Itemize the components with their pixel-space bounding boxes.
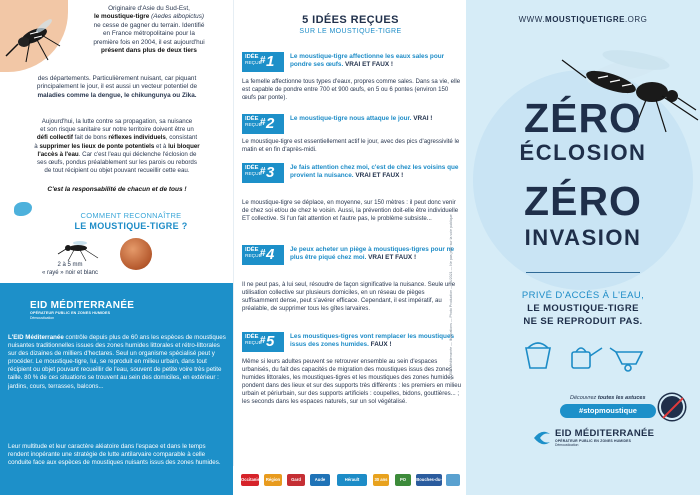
body-span: fait de bons — [72, 134, 109, 142]
mosquito-photo — [0, 0, 68, 72]
website-url[interactable] — [466, 15, 700, 24]
tips-prefix: Découvrez — [570, 395, 598, 401]
color-value: « rayé » noir et blanc — [41, 269, 99, 276]
answer-text: FAUX ! — [370, 341, 392, 348]
tips-bold: toutes les astuces — [597, 395, 646, 401]
idea-5 — [242, 332, 462, 460]
bucket-icon — [526, 343, 550, 368]
recognize-title: COMMENT RECONNAÎTRE — [80, 211, 182, 220]
eid-text1: contrôle depuis plus de 60 ans les espèces de moustiques nuisantes traditionnelles issues des zones humides littorales et rétro-littorales sur des dizaines de milliers d'hectares. Seul un organisme spécialisé peut y procéder. Le moustique-tigre, lui, se reproduit en milieu urbain, dans tout récipient ou objet pouvant recueillir de l'eau, souvent de petite voire très petite taille. 80 % de ces situations se trouvent au sein des domiciles, en extérieur : jardins, cours, terrasses, balcons... — [8, 334, 226, 390]
idea-badge — [242, 52, 284, 72]
question-text: Les moustiques-tigres vont remplacer les moustiques issus des zones humides. — [290, 333, 455, 348]
answer-text: VRAI ET FAUX ! — [345, 61, 393, 68]
intro-line — [8, 92, 226, 100]
intro-line: ne cesse de gagner du terrain. Identifié — [93, 21, 205, 29]
eid-tagline: OPÉRATEUR PUBLIC EN ZONES HUMIDES — [30, 311, 111, 315]
idea-question — [290, 246, 462, 262]
question-text: Je fais attention chez moi, c'est de chez les voisins que provient la nuisance. — [290, 164, 459, 179]
idea-3 — [242, 163, 462, 241]
badge-hash: # — [260, 335, 266, 346]
badge-word1: IDÉE — [245, 165, 259, 171]
badge-number: 2 — [266, 115, 275, 132]
badge-word2: REÇUE — [245, 61, 262, 66]
container-icons — [520, 340, 650, 372]
eid-name-right: EID MÉDITERRANÉE — [555, 428, 655, 439]
intro-line — [74, 13, 224, 21]
body-bold: lui bloquer — [168, 142, 200, 150]
answer-text: VRAI ET FAUX ! — [368, 254, 417, 261]
logo-gard: Gard — [287, 474, 305, 486]
logo-region: Région — [264, 474, 282, 486]
url-suffix: .ORG — [624, 15, 648, 24]
no-mosquito-icon — [659, 394, 685, 420]
url-bold: MOUSTIQUETIGRE — [545, 15, 625, 24]
idea-text: Le moustique-tigre se déplace, en moyenne, sur 150 mètres : il peut donc venir de chez soi et/ou de chez le voisin. Aussi, la prévention doit-elle être individuelle ET collective. Si l'un fait attention et l'autre pas, le problème subsiste... — [242, 199, 459, 222]
url-prefix: WWW. — [518, 15, 546, 24]
body-span: . Car c'est l'eau qui déclenche l'éclosion de — [78, 150, 197, 158]
body-line: et son risque sanitaire sur notre territoire doivent être un — [40, 126, 194, 134]
body-line — [8, 143, 226, 151]
badge-word1: IDÉE — [245, 247, 259, 253]
body-line: ses œufs, pondus préalablement sur les parois ou rebords — [37, 159, 197, 167]
body-bold: réflexes individuels — [108, 134, 166, 142]
intro-bold: le moustique-tigre — [93, 13, 150, 21]
idea-1 — [242, 52, 462, 110]
left-panel — [0, 0, 233, 495]
size-value: 2 à 5 mm — [57, 262, 83, 268]
mosquito-icon — [4, 6, 64, 66]
idea-2 — [242, 114, 462, 164]
question-text: Le moustique-tigre affectionne les eaux sales pour pondre ses œufs. — [290, 53, 445, 68]
eid-logo-right — [555, 428, 695, 447]
intro-italic: (Aedes albopictus) — [151, 13, 205, 21]
badge-hash: # — [260, 117, 266, 128]
idea-question — [290, 53, 462, 69]
idea-badge — [242, 245, 284, 265]
intro-line: Originaire d'Asie du Sud-Est, — [108, 5, 190, 12]
badge-hash: # — [260, 55, 266, 66]
badge-hash: # — [260, 166, 266, 177]
water-splash-icon — [14, 202, 32, 216]
badge-word2: REÇUE — [245, 172, 262, 177]
print-credits: © EID Méditerranée — Illustrations — Photo Production — 04/2021 — Ne pas jeter sur la voie publique — [449, 214, 453, 380]
hashtag-badge[interactable]: #stopmoustique — [560, 404, 656, 418]
idea-question — [290, 333, 462, 349]
body-bold: l'accès à l'eau — [37, 150, 79, 158]
ideas-title: 5 IDÉES REÇUES — [302, 14, 399, 26]
body-bold: supprimer les lieux de ponte potentiels — [39, 142, 155, 150]
mosquito-small-icon — [56, 234, 100, 262]
eid-logo — [30, 300, 210, 320]
idea-text: Même si leurs adultes peuvent se retrouver ensemble au sein d'espaces urbanisés, du fait des capacités de migration des moustiques issus des zones humides littorales, les moustiques-tigres et les moustiques des zones humides pondent dans des lieux et sur des supports très différents : les premiers en milieu urbain et périurbain, sur des supports artificiels : coupelles, bidons, gouttières... ; les seconds dans les espaces naturels, sur un sol végétalisé. — [242, 358, 462, 405]
body-span: à — [34, 142, 40, 150]
recognize-subtitle: LE MOUSTIQUE-TIGRE ? — [74, 221, 188, 231]
body-bold: défi collectif — [36, 134, 73, 142]
slogan-line-2: LE MOUSTIQUE-TIGRE — [527, 303, 639, 314]
coin-image — [120, 238, 152, 270]
badge-word2: REÇUE — [245, 341, 262, 346]
wheelbarrow-icon — [610, 348, 642, 371]
badge-number: 4 — [266, 246, 275, 263]
idea-question — [290, 115, 462, 123]
middle-panel — [233, 0, 466, 495]
logo-aude: Aude — [310, 474, 330, 486]
idea-question — [290, 164, 462, 180]
intro-bold: maladies comme la dengue, le chikungunya ou Zika. — [37, 91, 197, 99]
watering-can-icon — [572, 348, 602, 368]
intro-continued — [8, 75, 226, 100]
headline-zero-2: ZÉRO — [524, 178, 642, 224]
logo-bouches-du-rhone: Bouches-du-Rhône — [416, 474, 442, 486]
badge-word1: IDÉE — [245, 334, 259, 340]
eid-name: EID MÉDITERRANÉE — [30, 300, 135, 311]
body-span: , consistant — [165, 134, 198, 142]
eid-mark-icon — [532, 428, 552, 446]
headline-invasion: INVASION — [524, 225, 642, 250]
intro-line — [74, 47, 224, 55]
badge-hash: # — [260, 248, 266, 259]
headline-eclosion: ÉCLOSION — [519, 140, 647, 165]
intro-line: des départements. Particulièrement nuisant, car piquant — [37, 75, 197, 82]
body-span: et à — [154, 142, 169, 150]
tips-text — [570, 395, 670, 401]
idea-text: Il ne peut pas, à lui seul, résoudre de façon significative la nuisance. Seule une utilisation collective sur plusieurs domiciles, en un réseau de pièges suffisamment dense, peut s'avérer efficace. Cependant, il est impératif, au préalable, de supprimer tous les gîtes larvaires. — [242, 281, 456, 312]
answer-text: VRAI ! — [413, 115, 433, 122]
divider — [526, 272, 640, 273]
responsibility-text: C'est la responsabilité de chacun et de tous ! — [47, 186, 187, 193]
intro-text — [74, 5, 224, 55]
badge-word1: IDÉE — [245, 54, 259, 60]
ideas-subtitle: SUR LE MOUSTIQUE-TIGRE — [299, 28, 402, 35]
eid-sub: Démoustication — [30, 316, 55, 320]
logo-30: 30 ans — [373, 474, 389, 486]
body-line — [8, 134, 226, 142]
badge-word1: IDÉE — [245, 116, 259, 122]
eid-bold: L'EID Méditerranée — [8, 334, 64, 341]
idea-text: Le moustique-tigre est essentiellement actif le jour, avec des pics d'agressivité le matin et en fin d'après-midi. — [242, 138, 460, 153]
headline-zero-1: ZÉRO — [524, 95, 642, 141]
intro-line: principalement le jour, il est aussi un vecteur potentiel de — [36, 83, 198, 91]
idea-text: La femelle affectionne tous types d'eaux, propres comme sales. Dans sa vie, elle est capable de pondre entre 700 et 900 œufs, en 5 ou 6 pontes (environ 150 œufs par ponte). — [242, 78, 461, 101]
logo-po: PO — [395, 474, 411, 486]
body-line — [8, 151, 226, 159]
size-info — [40, 262, 100, 277]
eid-description — [8, 334, 228, 391]
answer-text: VRAI ET FAUX ! — [355, 172, 404, 179]
badge-number: 5 — [266, 333, 275, 350]
body-line: de tout récipient ou objet pouvant recueillir cette eau. — [44, 167, 190, 175]
idea-4 — [242, 245, 462, 325]
eid-sub-right: Démoustication — [555, 443, 579, 447]
body-text — [8, 118, 226, 175]
idea-badge — [242, 332, 284, 352]
eid-description-2: Leur multitude et leur caractère aléatoire dans l'espace et dans le temps rendent inopérante une stratégie de lutte antilarvaire comparable à celle conduite face aux espèces de moustiques nuisants issus des zones humides. — [8, 443, 221, 467]
body-line: Aujourd'hui, la lutte contre sa propagation, sa nuisance — [41, 118, 193, 125]
idea-badge — [242, 114, 284, 134]
idea-badge — [242, 163, 284, 183]
intro-line: première fois en 2004, il est aujourd'hui — [93, 38, 205, 46]
eid-tagline-right: OPÉRATEUR PUBLIC EN ZONES HUMIDES — [555, 439, 632, 443]
badge-number: 3 — [266, 164, 275, 181]
intro-bold: présent dans plus de deux tiers — [101, 47, 197, 55]
slogan-line-3: NE SE REPRODUIT PAS. — [523, 316, 643, 327]
logo-herault: Hérault — [337, 474, 367, 486]
badge-word2: REÇUE — [245, 123, 262, 128]
badge-word2: REÇUE — [245, 254, 262, 259]
logo-occitanie: Occitanie — [241, 474, 259, 486]
question-text: Je peux acheter un piège à moustiques-tigres pour ne plus être piqué chez moi. — [290, 246, 455, 261]
partner-logos — [233, 466, 466, 495]
logo-extra — [446, 474, 460, 486]
question-text: Le moustique-tigre nous attaque le jour. — [290, 115, 412, 122]
intro-line: en France métropolitaine pour la — [102, 30, 195, 38]
slogan-line-1: PRIVÉ D'ACCÈS À L'EAU, — [521, 290, 645, 301]
badge-number: 1 — [266, 53, 275, 70]
